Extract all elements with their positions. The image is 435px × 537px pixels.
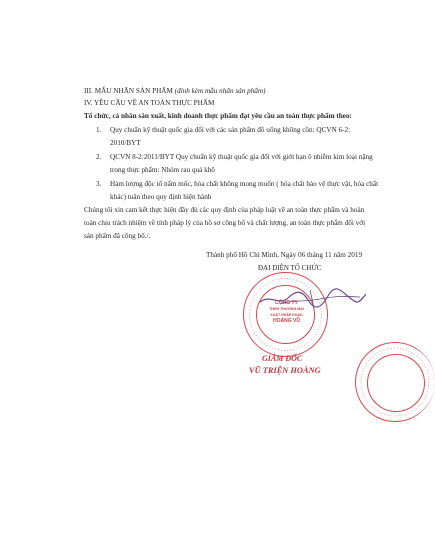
overlapping-seal-dots	[355, 342, 435, 422]
signer-name: VŨ TRIỆN HOÀNG	[249, 366, 321, 375]
seal-line-4: HOÀNG VŨ	[273, 318, 300, 324]
intro-text: Tổ chức, cá nhân sản xuất, kinh doanh thực phẩm đạt yêu cầu an toàn thực phẩm theo:	[84, 112, 352, 120]
section-3-title: III. MẪU NHÃN SẢN PHẨM	[84, 87, 173, 95]
section-3-note: (đính kèm mẫu nhãn sản phẩm)	[174, 87, 266, 95]
requirement-3-text: Hàm lượng độc tố nấm mốc, hóa chất không mong muốn ( hóa chất bảo vệ thực vật, hóa chất	[110, 180, 379, 188]
requirement-1-text: Quy chuẩn kỹ thuật quốc gia đối với các sản phẩm đồ uống không cồn: QCVN 6-2:	[110, 126, 351, 134]
representative-label: ĐẠI DIỆN TỔ CHỨC	[258, 264, 322, 272]
requirement-2-number: 2.	[96, 153, 102, 161]
handwritten-signature	[250, 280, 370, 320]
seal-line-1: CÔNG TY	[275, 300, 298, 306]
section-3-heading	[84, 87, 266, 96]
requirement-2-text: QCVN 8-2:2011/BYT Quy chuẩn kỹ thuật quốc gia đối với giới hạn ô nhiễm kim loại nặng	[110, 153, 373, 161]
commitment-line-2: toàn chịu trách nhiệm về tính pháp lý của hồ sơ công bố và chất lượng, an toàn thực phẩm đối với	[84, 219, 366, 227]
seal-line-2: TNHH THƯƠNG MẠI	[269, 307, 304, 311]
seal-line-3: XUẤT NHẬP KHẨU	[270, 313, 303, 317]
requirement-3-number: 3.	[96, 180, 102, 188]
requirement-2-text-cont: trong thực phẩm: Nhóm rau quả khô	[110, 166, 215, 174]
place-date: Thành phố Hồ Chí Minh, Ngày 06 tháng 11 năm 2019	[206, 251, 363, 259]
requirement-1-number: 1.	[96, 126, 102, 134]
requirement-1-text-cont: 2010/BYT	[110, 139, 141, 147]
signer-title: GIÁM ĐỐC	[262, 354, 303, 363]
overlapping-seal	[355, 342, 435, 422]
requirement-3-text-cont: khác) tuân theo quy định hiện hành	[110, 193, 212, 201]
section-4-title: IV. YÊU CẦU VỀ AN TOÀN THỰC PHẨM	[84, 99, 215, 107]
commitment-line-1: Chúng tôi xin cam kết thực hiện đầy đủ các quy định của pháp luật về an toàn thực phẩm và hoàn	[84, 206, 365, 214]
commitment-line-3: sản phẩm đã công bố./.	[84, 232, 151, 240]
